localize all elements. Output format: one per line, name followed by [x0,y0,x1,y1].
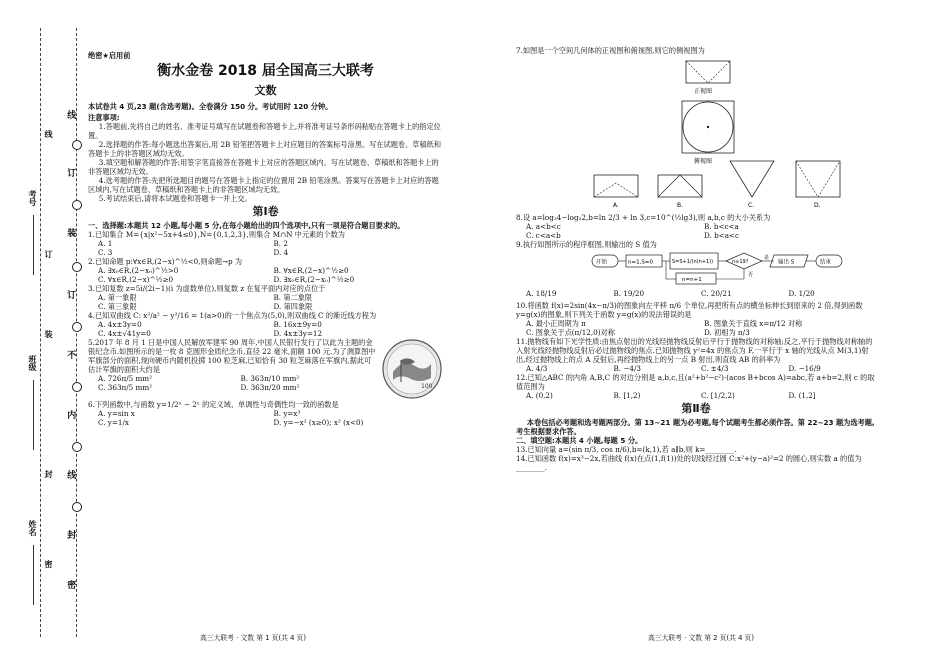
footer-right: 高三大联考 · 文数 第 2 页(共 4 页) [648,634,755,642]
question-2-options [88,266,443,284]
option: B. y=x³ [273,408,301,418]
cut-mark: 封 [65,530,76,540]
option: A. 最小正周期为 π [526,319,586,328]
flow-end: 结束 [820,259,832,266]
flow-increment: n=n+1 [682,277,702,283]
ring-mark [72,382,82,392]
option: B. 16x±9y=0 [273,319,322,329]
cut-mark: 内 [65,410,76,420]
part2-intro: 本卷包括必考题和选考题两部分。第 13~21 题为必考题,每个试题考生都必须作答。第 22~23 题为选考题,考生根据要求作答。 [516,417,875,436]
option: C. 363π/5 mm² [98,382,153,392]
option-c-label: C. [748,202,755,209]
flow-condition: n≥19? [732,259,749,265]
option: B. 2 [273,238,288,248]
option: C. 图象关于点(π/12,0)对称 [526,328,615,337]
option: D. −16/9 [788,364,821,373]
top-view-label: 俯视图 [694,158,713,165]
question-11: 11.抛物线有如下光学性质:由焦点射出的光线经抛物线反射后平行于抛物线的对称轴;反之,平行于抛物线对称轴的入射光线经抛物线反射后必过抛物线的焦点.已知抛物线 y²=4x 的焦点为 F,一平行于 x 轴的光线从点 M(3,1)射出,经过抛物线上的点 A 反射后,再经抛物线上的另一点 B 射出,则直线 AB 的斜率为 [516,337,873,364]
option-b-label: B. [677,202,684,209]
note-item: 3.填空题和解答题的作答:用签字笔直接答在答题卡上对应的答题区域内。写在试题卷、草稿纸和答题卡上的非答题区域均无效。 [88,158,439,176]
exam-title: 衡水金卷 2018 届全国高三大联考 [157,63,374,79]
question-13: 13.已知向量 a=(sin π/3, cos π/6),b=(k,1),若 a∥b,则 k=________. [516,444,737,454]
right-column [516,46,876,472]
flowchart [516,249,876,287]
fold-mark: 线 [44,130,54,139]
question-5: 5.2017 年 8 月 1 日是中国人民解放军建军 90 周年,中国人民银行发行了以此为主题的金银纪念币.如图所示的是一枚 8 克圆形金质纪念币,直径 22 毫米,面额 100 元.为了测算图中军旗部分的面积,现向硬币内随机投掷 100 粒芝麻,已知恰有 30 粒芝麻落在军旗内,据此可估计军旗的面积大约是 [88,337,376,374]
coin-value: 100 [421,382,433,390]
option-a-figure [594,175,638,209]
question-12: 12.已知△ABC 的内角 A,B,C 的对边分别是 a,b,c,且(a²+b²−c²)·(acos B+bcos A)=abc,若 a+b=2,则 c 的取值范围为 [516,373,875,391]
option-d-label: D. [814,202,821,209]
option: C. 20/21 [701,289,732,298]
part2-title: 第Ⅱ卷 [681,402,711,415]
option: B. b<c<a [704,222,739,231]
option: D. 初相为 π/3 [704,328,750,337]
cut-mark: 不 [65,350,76,360]
option: C. ∀x∈R,(2−x)^½≥0 [98,274,174,284]
note-item: 5.考试结束后,请将本试题卷和答题卡一并上交。 [98,194,252,203]
question-9: 9.执行如图所示的程序框图,则输出的 S 值为 [516,240,657,249]
fold-mark: 订 [44,250,54,259]
name-label: 姓名 [28,520,38,536]
cut-mark: 装 [65,228,76,238]
footer-left: 高三大联考 · 文数 第 1 页(共 4 页) [200,634,307,642]
question-5-block [88,338,443,400]
question-4: 4.已知双曲线 C: x²/a² − y²/16 = 1(a>0)的一个焦点为(5,0),则双曲线 C 的渐近线方程为 [88,310,377,320]
candidate-number-label: 考号 [28,190,38,206]
question-3-options [88,293,443,311]
cut-mark: 订 [65,168,76,178]
cut-mark: 订 [65,290,76,300]
question-3: 3.已知复数 z=5i/(2i−1)(i 为虚数单位),则复数 z 在复平面内对应的点位于 [88,283,326,293]
fold-mark: 封 [44,470,54,479]
secret-label: 绝密★启用前 [88,51,131,60]
class-blank [33,380,34,450]
option: A. (0,2) [526,391,553,400]
option: D. 1/20 [788,289,815,298]
question-6: 6.下列函数中,与函数 y=1/2ˣ − 2ˣ 的定义域、单调性与奇偶性均一致的函数是 [88,399,339,409]
exam-subject: 文数 [254,84,277,97]
option: D. 4 [273,247,289,257]
option: C. 3 [98,247,113,257]
part1-intro: 一、选择题:本题共 12 小题,每小题 5 分,在每小题给出的四个选项中,只有一项是符合题目要求的。 [88,220,405,230]
left-column [88,102,443,427]
option: B. 363π/10 mm² [240,373,300,383]
option: A. 第一象限 [98,292,137,302]
option: A. a<b<c [526,222,561,231]
question-10: 10.将函数 f(x)=2sin(4x−π/3)的图象向左平移 π/6 个单位,再把所有点的横坐标伸长到原来的 2 倍,得到函数 y=g(x)的图象,则下列关于函数 y=g(x)的说法错误的是 [516,301,863,319]
exam-info: 本试卷共 4 页,23 题(含选考题)。全卷满分 150 分。考试用时 120 分钟。 [88,102,333,111]
option: A. 4x±3y=0 [98,319,142,329]
option-d-figure [796,161,840,209]
question-8-options [516,222,876,240]
option: D. (1,2] [788,391,816,400]
question-9-options [516,289,876,298]
fold-mark: 装 [44,330,54,339]
option: C. 第三象限 [98,301,137,311]
flow-yes: 是 [764,255,770,261]
option: A. 18/19 [526,289,557,298]
question-4-options [88,320,443,338]
ring-mark [72,200,82,210]
question-6-options [88,409,443,427]
option: B. 19/20 [613,289,645,298]
question-14: 14.已知函数 f(x)=x³−2x,若曲线 f(x)在点(1,f(1))处的切线经过圆 C:x²+(y−a)²=2 的圆心,则实数 a 的值为________. [516,453,862,472]
option: A. 1 [98,238,113,248]
cut-mark: 线 [65,470,76,480]
option-b-figure [658,175,702,209]
question-7-figure [516,55,876,211]
fill-blank-intro: 二、填空题:本题共 4 小题,每题 5 分。 [516,435,643,445]
option: D. 363π/20 mm² [240,382,300,392]
class-label: 班级 [28,355,38,371]
option-c-figure [730,161,774,209]
flow-no: 否 [748,272,754,278]
notes-title: 注意事项: [88,113,120,122]
commemorative-coin-image [381,338,443,400]
ring-mark [72,442,82,452]
option: D. 4x±3y=12 [273,328,323,338]
note-item: 2.选择题的作答:每小题选出答案后,用 2B 铅笔把答题卡上对应题目的答案标号涂黑。写在试题卷、草稿纸和答题卡上的非答题区域均无效。 [88,140,442,158]
option: D. ∃x₀∈R,(2−x₀)^½≥0 [273,274,355,284]
option: C. ±4/3 [701,364,729,373]
option: B. 第二象限 [273,292,313,302]
cut-mark: 线 [65,110,76,120]
option: A. 4/3 [526,364,548,373]
cut-mark: 密 [65,580,76,590]
option: C. 4x±√41y=0 [98,328,151,338]
option: A. ∃x₀∈R,(2−x₀)^½>0 [98,265,179,275]
name-blank [33,545,34,605]
option-a-label: A. [613,202,619,209]
cut-line-inner [76,28,77,637]
option: B. ∀x∈R,(2−x)^½≥0 [273,265,349,275]
option: D. b<a<c [704,231,740,240]
option: B. −4/3 [613,364,641,373]
fold-mark: 密 [44,560,54,569]
question-12-options [516,391,876,400]
option: C. y=1/x [98,417,129,427]
flow-output: 输出 S [778,259,795,266]
question-5-options [88,374,377,392]
note-item: 1.答题前,先将自己的姓名、准考证号填写在试题卷和答题卡上,并将准考证号条形码粘贴在答题卡上的指定位置。 [88,122,441,140]
option: C. c<a<b [526,231,561,240]
question-11-options [516,364,876,373]
flow-start: 开始 [596,259,608,266]
flow-accumulate: S=S+1/(n(n+1)) [672,259,714,265]
option: D. y=−x² (x≥0); x² (x<0) [273,417,364,427]
option: B. 图象关于直线 x=π/12 对称 [704,319,803,328]
ring-mark [72,322,82,332]
option: C. [1/2,2) [701,391,735,400]
question-1: 1.已知集合 M={x|x²−5x+4≤0},N={0,1,2,3},则集合 M∩N 中元素的个数为 [88,229,345,239]
flow-init: n=1,S=0 [628,259,653,266]
cut-line-outer [40,28,41,637]
option: B. [1,2) [613,391,641,400]
question-7: 7.如图是一个空间几何体的正视图和俯视图,则它的侧视图为 [516,46,705,55]
option: A. 726π/5 mm² [98,373,152,383]
ring-mark [72,502,82,512]
question-8: 8.设 a=log₃4−log₃2,b=ln 2/3 + ln 3,c=10^(½lg3),则 a,b,c 的大小关系为 [516,213,771,222]
binding-strip [0,0,82,659]
ring-mark [72,140,82,150]
question-1-options [88,239,443,257]
ring-mark [72,262,82,272]
front-view-label: 正视图 [694,88,713,95]
note-item: 4.选考题的作答:先把所选题目的题号在答题卡上指定的位置用 2B 铅笔涂黑。答案写在答题卡上对应的答题区域内,写在试题卷、草稿纸和答题卡上的非答题区域均无效。 [88,176,439,194]
candidate-number-blank [33,215,34,275]
part1-title: 第Ⅰ卷 [252,205,279,218]
question-10-options [516,319,876,337]
option: A. y=sin x [98,408,135,418]
option: D. 第四象限 [273,301,313,311]
question-2: 2.已知命题 p:∀x∈R,(2−x)^½<0,则命题¬p 为 [88,256,243,266]
